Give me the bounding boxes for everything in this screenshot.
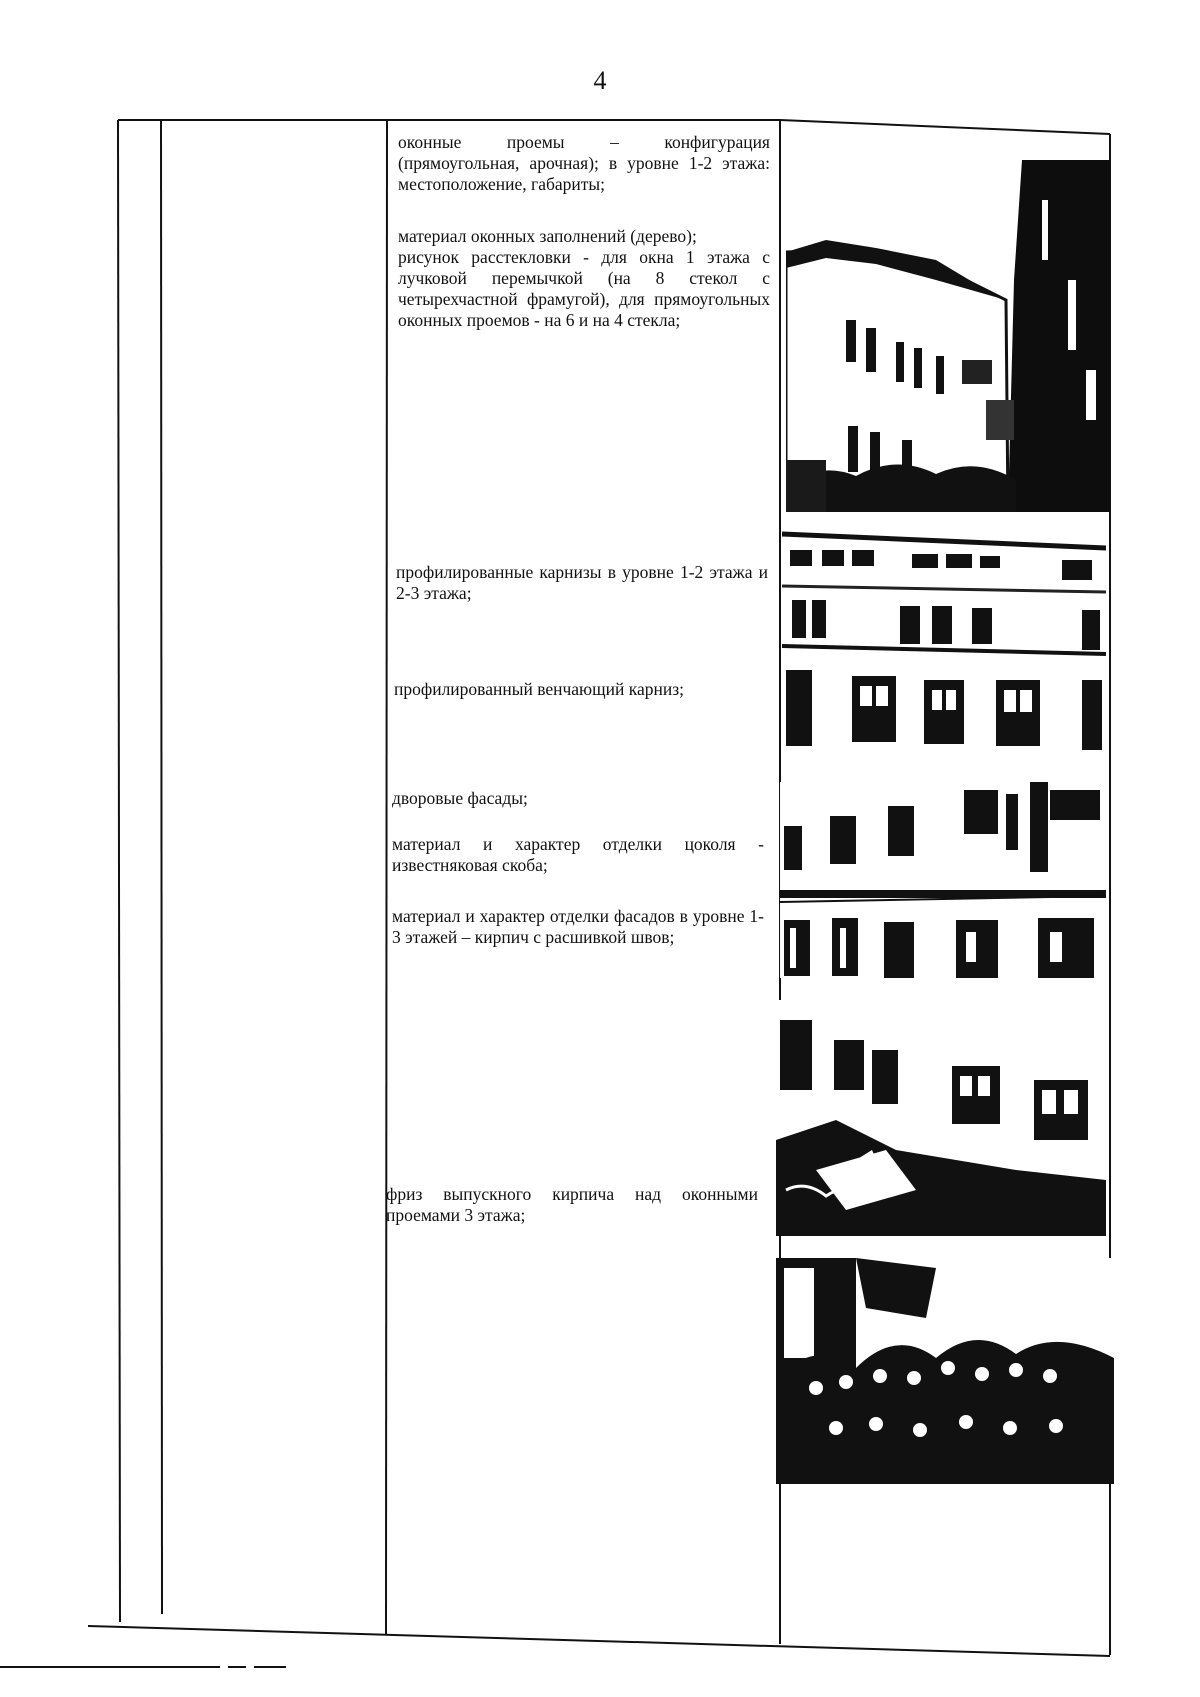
text-line: материал оконных заполнений (дерево);	[398, 226, 697, 246]
page-number: 4	[593, 66, 607, 95]
text-line: оконные проемы – конфигурация (прямоугольная, арочная); в уровне 1-2 этажа: местоположение, габариты;	[398, 132, 770, 194]
street-photo-icon	[786, 160, 1110, 512]
paragraph-plinth-finish	[392, 834, 764, 876]
text-line: профилированный венчающий карниз;	[394, 679, 684, 699]
text-line: материал и характер отделки фасадов в уровне 1-3 этажей – кирпич с расшивкой швов;	[392, 906, 764, 947]
paragraph-facade-finish	[392, 906, 764, 948]
text-line: рисунок расстекловки - для окна 1 этажа с лучковой перемычкой (на 8 стекол с четырехчастной фрамугой), для прямоугольных оконных проемов - на 6 и на 4 стекла;	[398, 247, 770, 330]
paragraph-courtyard-facades	[392, 788, 764, 809]
courtyard-lower-photo-icon	[776, 1000, 1106, 1236]
text-line: профилированные карнизы в уровне 1-2 этажа и 2-3 этажа;	[396, 562, 768, 603]
paragraph-brick-frieze	[386, 1184, 758, 1226]
paragraph-crowning-cornice	[394, 679, 766, 700]
paragraph-window-fillings	[398, 226, 770, 331]
text-line: материал и характер отделки цоколя - известняковая скоба;	[392, 834, 764, 875]
paragraph-window-openings	[398, 132, 770, 195]
courtyard-facade-photo-icon	[780, 782, 1106, 978]
facade-cornice-photo-icon	[782, 530, 1106, 762]
text-line: дворовые фасады;	[392, 788, 528, 808]
paragraph-cornices	[396, 562, 768, 604]
footer-rule	[0, 1664, 300, 1670]
text-line: фриз выпускного кирпича над оконными проемами 3 этажа;	[386, 1184, 758, 1225]
group-people-photo-icon	[776, 1258, 1114, 1484]
